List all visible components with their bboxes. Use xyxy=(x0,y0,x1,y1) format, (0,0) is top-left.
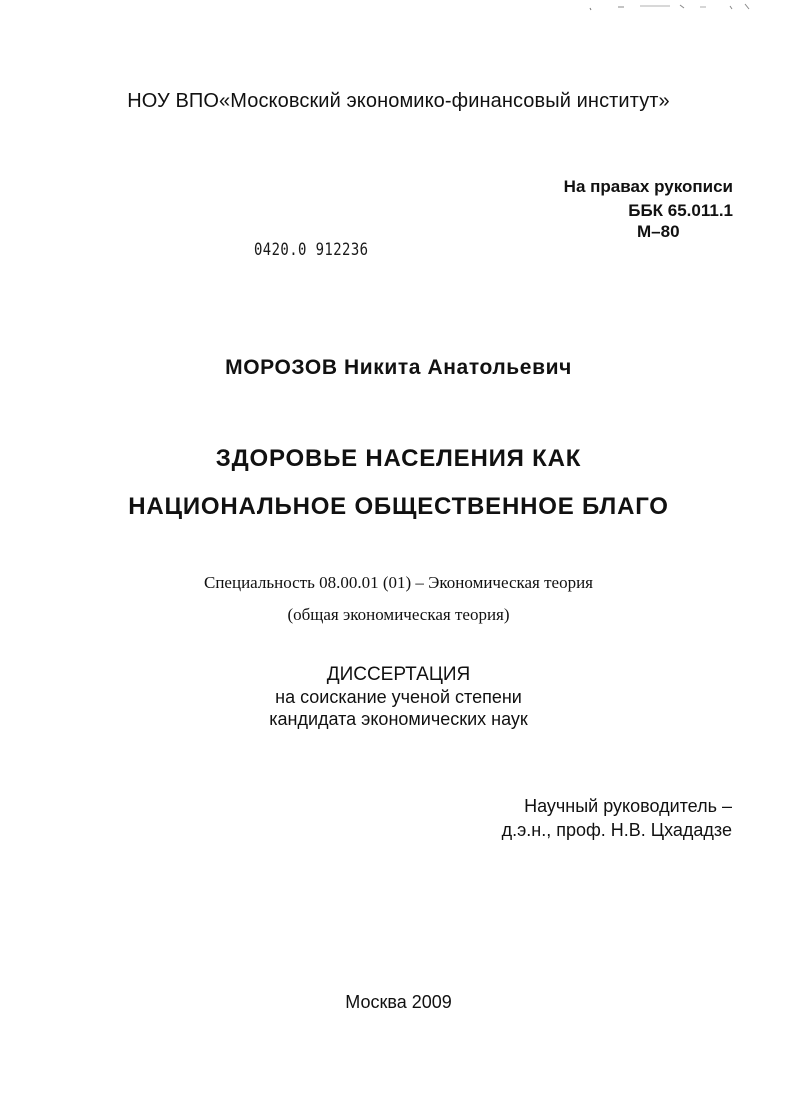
bbk-code: ББК 65.011.1 xyxy=(628,201,733,220)
degree-line-2: кандидата экономических наук xyxy=(269,709,528,729)
supervisor-role: Научный руководитель – xyxy=(524,796,732,816)
supervisor-block xyxy=(502,794,732,842)
thesis-title-line-2: НАЦИОНАЛЬНОЕ ОБЩЕСТВЕННОЕ БЛАГО xyxy=(128,493,669,520)
specialty-line: Специальность 08.00.01 (01) – Экономическая теория xyxy=(204,573,593,592)
thesis-title-line-1: ЗДОРОВЬЕ НАСЕЛЕНИЯ КАК xyxy=(215,445,582,472)
author-name: МОРОЗОВ Никита Анатольевич xyxy=(225,356,572,379)
degree-block xyxy=(0,664,797,730)
scan-noise-marks xyxy=(560,0,797,16)
author-sign-code: М–80 xyxy=(637,222,680,241)
institution-name: НОУ ВПО«Московский экономико-финансовый институт» xyxy=(127,90,670,112)
city-year: Москва 2009 xyxy=(345,992,452,1012)
library-stamp-number: 0420.0 912236 xyxy=(254,240,369,260)
rights-note: На правах рукописи xyxy=(563,177,733,196)
specialty-subtitle: (общая экономическая теория) xyxy=(287,605,510,624)
work-type: ДИССЕРТАЦИЯ xyxy=(326,664,471,685)
degree-line-1: на соискание ученой степени xyxy=(275,687,522,707)
supervisor-name: д.э.н., проф. Н.В. Цхададзе xyxy=(501,820,732,840)
